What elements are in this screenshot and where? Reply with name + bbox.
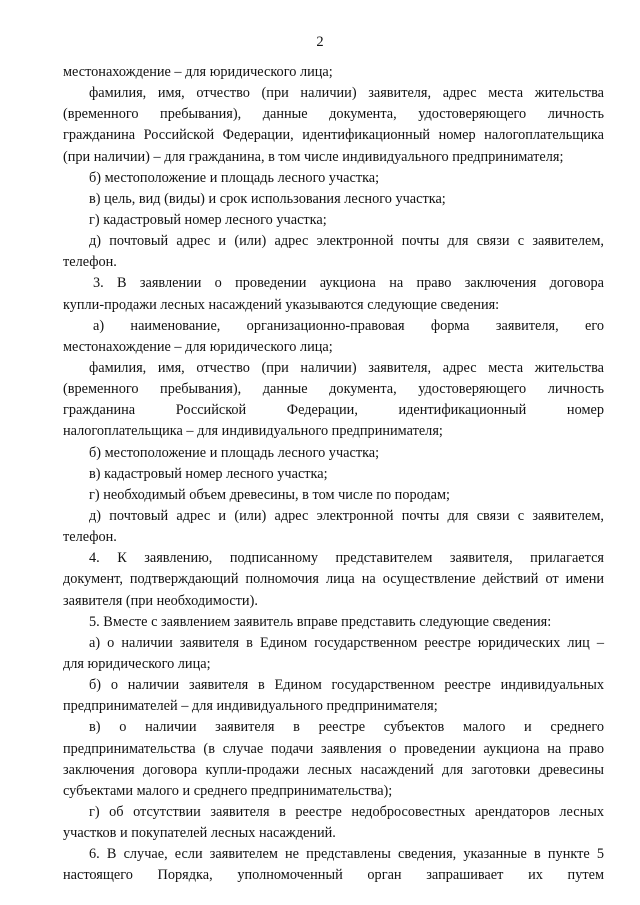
text-line: д) почтовый адрес и (или) адрес электронной почты для связи с заявителем, xyxy=(89,233,604,250)
text-line: 5. Вместе с заявлением заявитель вправе представить следующие сведения: xyxy=(89,613,552,630)
text-line: в) о наличии заявителя в реестре субъектов малого и среднего xyxy=(89,719,604,736)
text-line: (при наличии) – для гражданина, в том числе индивидуального предпринимателя; xyxy=(63,148,564,165)
text-line: г) кадастровый номер лесного участка; xyxy=(89,211,327,228)
text-line: фамилия, имя, отчество (при наличии) заявителя, адрес места жительства xyxy=(89,359,604,376)
text-line: местонахождение – для юридического лица; xyxy=(63,64,333,80)
text-line: 3. В заявлении о проведении аукциона на право заключения договора xyxy=(93,275,604,292)
text-line: д) почтовый адрес и (или) адрес электронной почты для связи с заявителем, xyxy=(89,507,604,524)
text-line: в) кадастровый номер лесного участка; xyxy=(89,465,328,482)
text-line: для юридического лица; xyxy=(63,655,211,672)
text-line: в) цель, вид (виды) и срок использования лесного участка; xyxy=(89,190,446,207)
page-number: 2 xyxy=(316,34,324,50)
text-line: б) местоположение и площадь лесного участка; xyxy=(89,169,380,186)
text-line: налогоплательщика – для индивидуального предпринимателя; xyxy=(63,423,443,440)
text-line: предпринимательства (в случае подачи заявления о проведении аукциона на право xyxy=(63,740,604,757)
text-line: а) наименование, организационно-правовая форма заявителя, его xyxy=(93,317,604,334)
text-line: настоящего Порядка, уполномоченный орган запрашивает их путем xyxy=(63,867,604,884)
text-line: заявителя (при необходимости). xyxy=(63,592,258,609)
text-line: б) о наличии заявителя в Едином государственном реестре индивидуальных xyxy=(89,677,604,694)
text-line: г) об отсутствии заявителя в реестре недобросовестных арендаторов лесных xyxy=(89,803,604,820)
text-line: субъектами малого и среднего предпринимательства); xyxy=(63,782,393,799)
text-line: гражданина Российской Федерации, идентификационный номер xyxy=(63,402,604,419)
text-line: предпринимателей – для индивидуального предпринимателя; xyxy=(63,698,438,715)
text-line: а) о наличии заявителя в Едином государственном реестре юридических лиц – xyxy=(89,634,604,651)
text-line: телефон. xyxy=(63,529,117,546)
text-line: (временного пребывания), данные документа, удостоверяющего личность xyxy=(63,381,604,398)
document-body xyxy=(63,62,604,886)
text-line: участков и покупателей лесных насаждений. xyxy=(63,825,336,842)
text-line: телефон. xyxy=(63,254,117,271)
text-line: фамилия, имя, отчество (при наличии) заявителя, адрес места жительства xyxy=(89,85,604,102)
text-line: документ, подтверждающий полномочия лица на осуществление действий от имени xyxy=(63,571,604,588)
text-line: б) местоположение и площадь лесного участка; xyxy=(89,444,380,461)
text-line: гражданина Российской Федерации, идентификационный номер налогоплательщика xyxy=(63,127,604,144)
text-line: 4. К заявлению, подписанному представителем заявителя, прилагается xyxy=(89,550,604,567)
text-line: 6. В случае, если заявителем не представлены сведения, указанные в пункте 5 xyxy=(89,846,604,863)
text-line: купли-продажи лесных насаждений указываются следующие сведения: xyxy=(63,296,500,313)
text-line: (временного пребывания), данные документа, удостоверяющего личность xyxy=(63,106,604,123)
text-line: г) необходимый объем древесины, в том числе по породам; xyxy=(89,486,451,503)
text-line: местонахождение – для юридического лица; xyxy=(63,338,333,355)
text-line: заключения договора купли-продажи лесных насаждений для заготовки древесины xyxy=(63,761,604,778)
